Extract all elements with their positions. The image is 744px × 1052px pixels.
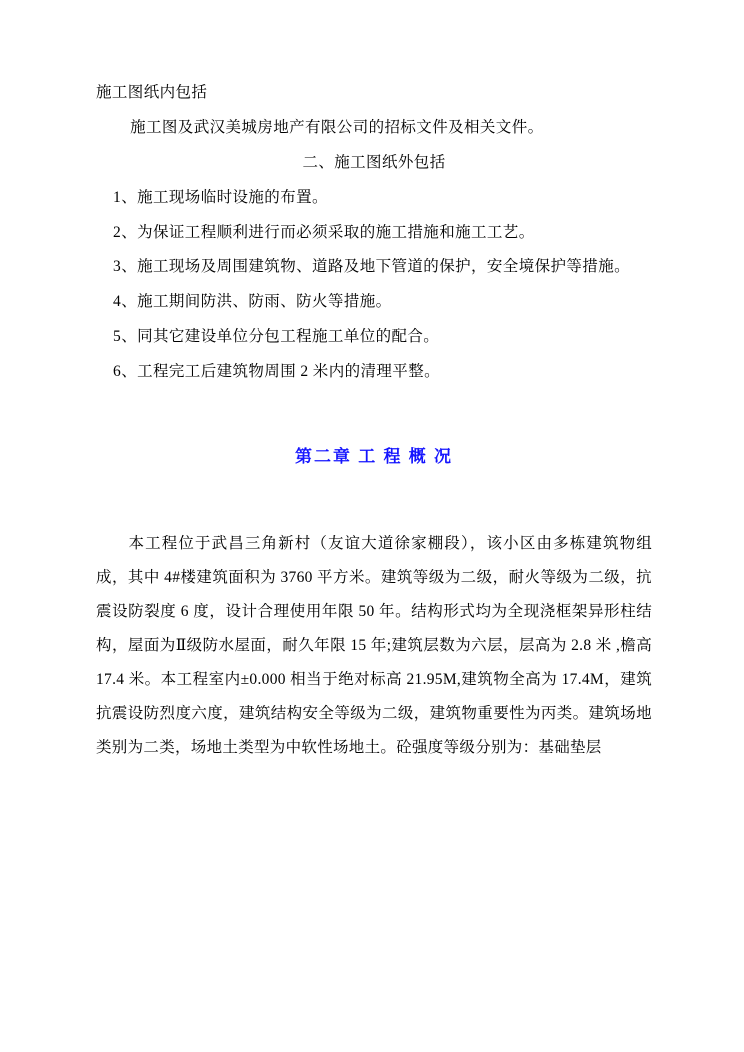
chapter-heading: 第二章 工 程 概 况 bbox=[295, 446, 453, 466]
intro-line-3: 二、施工图纸外包括 bbox=[302, 153, 446, 171]
list-item-2: 2、为保证工程顺利进行而必须采取的施工措施和施工工艺。 bbox=[113, 223, 535, 241]
intro-line-2: 施工图及武汉美城房地产有限公司的招标文件及相关文件。 bbox=[130, 118, 544, 136]
list-item-3: 3、施工现场及周围建筑物、道路及地下管道的保护，安全境保护等措施。 bbox=[113, 258, 630, 276]
list-item-6: 6、工程完工后建筑物周围 2 米内的清理平整。 bbox=[113, 363, 440, 380]
spacer-after-chapter bbox=[96, 467, 652, 527]
list-item-5: 5、同其它建设单位分包工程施工单位的配合。 bbox=[113, 328, 440, 346]
overview-paragraph: 本工程位于武昌三角新村（友谊大道徐家棚段），该小区由多栋建筑物组成，其中 4#楼建筑面积为 3760 平方米。建筑等级为二级，耐火等级为二级，抗震设防裂度 6 度，设计合理使用年限 50 年。结构形式均为全现浇框架异形柱结构，屋面为Ⅱ级防水屋面，耐久年限 15 年;建筑层数为六层，层高为 2.8 米 ,檐高 17.4 米。本工程室内±0.000 相当于绝对标高 21.95M,建筑物全高为 17.4M，建筑抗震设防烈度六度，建筑结构安全等级为二级，建筑物重要性为丙类。建筑场地类别为二类，场地土类型为中软性场地土。砼强度等级分别为：基础垫层 bbox=[96, 534, 652, 757]
document-body bbox=[96, 76, 652, 766]
intro-line-1: 施工图纸内包括 bbox=[96, 84, 208, 101]
spacer-before-chapter bbox=[96, 390, 652, 442]
list-item-4: 4、施工期间防洪、防雨、防火等措施。 bbox=[113, 293, 392, 311]
list-item-1: 1、施工现场临时设施的布置。 bbox=[113, 188, 328, 206]
